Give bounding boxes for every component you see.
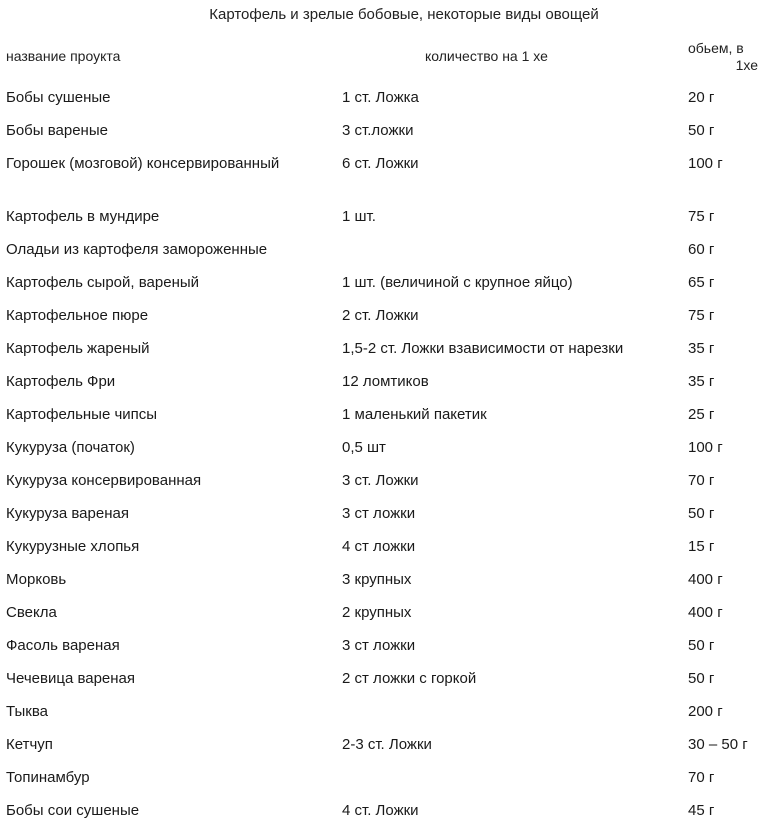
volume-cell: 70 г	[688, 472, 715, 489]
product-name-cell: Топинамбур	[6, 769, 90, 786]
product-name-cell: Свекла	[6, 604, 57, 621]
volume-cell: 50 г	[688, 637, 715, 654]
quantity-cell: 2 ст ложки с горкой	[342, 670, 477, 687]
volume-cell: 50 г	[688, 122, 715, 139]
quantity-cell: 1 шт. (величиной с крупное яйцо)	[342, 274, 573, 291]
product-name-cell: Горошек (мозговой) консервированный	[6, 155, 280, 172]
quantity-cell: 4 ст. Ложки	[342, 802, 419, 819]
volume-cell: 60 г	[688, 241, 715, 258]
product-name-cell: Фасоль вареная	[6, 637, 120, 654]
quantity-cell: 0,5 шт	[342, 439, 386, 456]
product-name-cell: Кукуруза (початок)	[6, 439, 135, 456]
volume-cell: 200 г	[688, 703, 723, 720]
quantity-cell: 3 крупных	[342, 571, 412, 588]
volume-cell: 75 г	[688, 307, 715, 324]
header-volume-line2: 1хе	[735, 57, 758, 73]
header-volume	[688, 40, 758, 74]
volume-cell: 20 г	[688, 89, 715, 106]
product-name-cell: Кукурузные хлопья	[6, 538, 140, 555]
product-name-cell: Картофельное пюре	[6, 307, 149, 324]
volume-cell: 400 г	[688, 571, 723, 588]
product-name-cell: Картофель сырой, вареный	[6, 274, 200, 291]
volume-cell: 35 г	[688, 373, 715, 390]
product-name-cell: Кетчуп	[6, 736, 53, 753]
quantity-cell: 2 ст. Ложки	[342, 307, 419, 324]
quantity-cell: 1,5-2 ст. Ложки взависимости от нарезки	[342, 340, 624, 357]
volume-cell: 50 г	[688, 670, 715, 687]
volume-cell: 100 г	[688, 439, 723, 456]
volume-cell: 100 г	[688, 155, 723, 172]
product-name-cell: Чечевица вареная	[6, 670, 136, 687]
volume-cell: 25 г	[688, 406, 715, 423]
volume-cell: 75 г	[688, 208, 715, 225]
quantity-cell: 6 ст. Ложки	[342, 155, 419, 172]
quantity-cell: 4 ст ложки	[342, 538, 416, 555]
product-name-cell: Бобы сушеные	[6, 89, 111, 106]
header-quantity: количество на 1 хе	[425, 48, 548, 64]
quantity-cell: 2-3 ст. Ложки	[342, 736, 432, 753]
quantity-cell: 3 ст ложки	[342, 637, 416, 654]
product-name-cell: Морковь	[6, 571, 67, 588]
quantity-cell: 12 ломтиков	[342, 373, 429, 390]
quantity-cell: 1 ст. Ложка	[342, 89, 419, 106]
quantity-cell: 1 шт.	[342, 208, 376, 225]
product-name-cell: Картофель жареный	[6, 340, 150, 357]
volume-cell: 45 г	[688, 802, 715, 819]
volume-cell: 15 г	[688, 538, 715, 555]
volume-cell: 50 г	[688, 505, 715, 522]
volume-cell: 400 г	[688, 604, 723, 621]
quantity-cell: 1 маленький пакетик	[342, 406, 487, 423]
volume-cell: 65 г	[688, 274, 715, 291]
product-name-cell: Картофель в мундире	[6, 208, 160, 225]
table-title: Картофель и зрелые бобовые, некоторые виды овощей	[209, 6, 599, 23]
volume-cell: 30 – 50 г	[688, 736, 748, 753]
volume-cell: 70 г	[688, 769, 715, 786]
header-product-name: название проукта	[6, 48, 121, 64]
quantity-cell: 2 крупных	[342, 604, 412, 621]
product-name-cell: Бобы вареные	[6, 122, 108, 139]
product-name-cell: Тыква	[6, 703, 48, 720]
product-name-cell: Картофель Фри	[6, 373, 116, 390]
volume-cell: 35 г	[688, 340, 715, 357]
product-name-cell: Картофельные чипсы	[6, 406, 158, 423]
quantity-cell: 3 ст ложки	[342, 505, 416, 522]
product-name-cell: Оладьи из картофеля замороженные	[6, 241, 268, 258]
quantity-cell: 3 ст.ложки	[342, 122, 414, 139]
header-volume-line1: обьем, в	[688, 40, 744, 56]
product-name-cell: Кукуруза вареная	[6, 505, 129, 522]
table-header	[0, 40, 758, 80]
product-name-cell: Бобы сои сушеные	[6, 802, 140, 819]
product-name-cell: Кукуруза консервированная	[6, 472, 202, 489]
quantity-cell: 3 ст. Ложки	[342, 472, 419, 489]
